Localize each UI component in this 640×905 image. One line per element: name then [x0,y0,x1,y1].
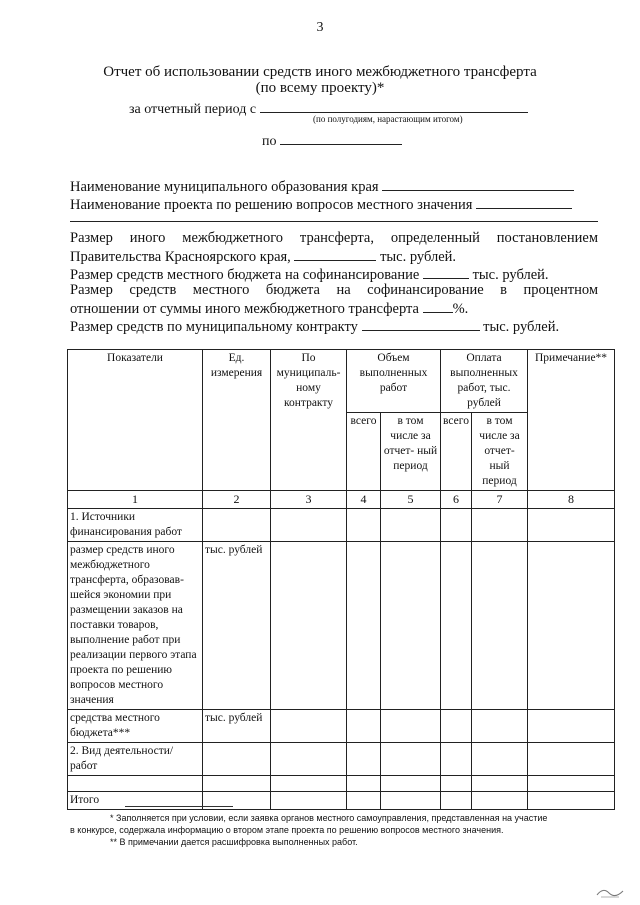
cell [271,743,347,776]
header-note: Примечание** [528,350,615,491]
row-activity: 2. Вид деятельности/ работ [68,743,203,776]
period-to-label: по [262,134,277,149]
cell [441,542,472,710]
cell [528,710,615,743]
period-to-blank [280,131,402,145]
page-number: 3 [316,20,324,35]
cell [472,743,528,776]
transfer-blank [294,247,376,261]
cell [271,710,347,743]
project-continuation-line [70,221,598,222]
report-title: Отчет об использовании средств иного межбюджетного трансферта [103,64,537,80]
row-transfer: размер средств иного межбюджетного трансферта, образовав- шейся экономии при размещении заказов на поставки товаров, выполнение работ при реализации первого этапа проекта по решению вопросов местного значения [68,542,203,710]
cell [441,509,472,542]
report-table [67,349,615,810]
column-number: 2 [203,491,271,509]
transfer-line1: Размер иного межбюджетного трансферта, определенный постановлением [70,230,598,246]
contract-label: Размер средств по муниципальному контракту [70,319,358,335]
percent-line2 [70,299,598,318]
column-number: 3 [271,491,347,509]
cell [347,743,381,776]
local-budget-label: Размер средств местного бюджета на софинансирование [70,267,420,283]
header-unit: Ед. измерения [203,350,271,491]
percent-blank [423,299,453,313]
header-payment: Оплата выполненных работ, тыс. рублей [441,350,528,413]
header-volume-period: в том числе за отчет- ный период [381,413,441,491]
cell [381,509,441,542]
period-from-blank [260,99,528,113]
cell [528,542,615,710]
column-number: 6 [441,491,472,509]
header-payment-total: всего [441,413,472,491]
contract-unit: тыс. рублей. [483,319,560,335]
cell [528,792,615,810]
local-budget-unit: тыс. рублей. [472,267,549,283]
footnote-1-line1: * Заполняется при условии, если заявка органов местного самоуправления, представленная на участие [110,813,548,823]
period-from-label: за отчетный период с [129,102,257,117]
cell [347,509,381,542]
column-number: 8 [528,491,615,509]
row-local-unit: тыс. рублей [203,710,271,743]
header-volume-total: всего [347,413,381,491]
period-to-line [262,131,402,150]
cell [472,710,528,743]
cell [441,776,472,792]
column-number: 5 [381,491,441,509]
cell [441,710,472,743]
cell [528,743,615,776]
cell [203,776,271,792]
row-transfer-unit: тыс. рублей [203,542,271,710]
column-number: 4 [347,491,381,509]
local-budget-blank [423,265,469,279]
project-blank [476,195,572,209]
cell [472,542,528,710]
contract-blank [362,317,480,331]
cell [381,776,441,792]
transfer-label: Правительства Красноярского края, [70,249,291,265]
footnote-1-line2: в конкурсе, содержала информацию о втором этапе проекта по решению вопросов местного значения. [70,825,504,835]
percent-sign: %. [452,301,469,317]
row-local-budget: средства местного бюджета*** [68,710,203,743]
cell [347,710,381,743]
row-sources: 1. Источники финансирования работ [68,509,203,542]
cell [472,776,528,792]
contract-line [70,317,598,336]
cell [381,792,441,810]
cell [347,792,381,810]
cell [347,776,381,792]
cell [271,792,347,810]
cell [271,509,347,542]
report-subtitle: (по всему проекту)* [255,80,385,96]
municipality-field [70,177,598,196]
header-payment-period: в том числе за отчет- ный период [472,413,528,491]
footnote-separator [125,806,233,807]
project-field [70,195,598,214]
cell [472,792,528,810]
cell [203,743,271,776]
cell [528,776,615,792]
municipality-blank [382,177,574,191]
column-number: 7 [472,491,528,509]
percent-line1: Размер средств местного бюджета на софинансирование в процентном [70,282,598,298]
header-contract: По муниципаль- ному контракту [271,350,347,491]
period-note: (по полугодиям, нарастающим итогом) [313,114,463,124]
cell [381,710,441,743]
transfer-line2 [70,247,598,266]
header-indicators: Показатели [68,350,203,491]
cell [381,743,441,776]
cell [271,542,347,710]
header-volume: Объем выполненных работ [347,350,441,413]
cell [203,509,271,542]
column-number: 1 [68,491,203,509]
municipality-label: Наименование муниципального образования края [70,179,379,195]
transfer-unit: тыс. рублей. [380,249,457,265]
cell [347,542,381,710]
percent-label: отношении от суммы иного межбюджетного трансферта [70,301,419,317]
empty-row-cell [68,776,203,792]
row-itogo: Итого [68,792,203,810]
project-label: Наименование проекта по решению вопросов местного значения [70,197,473,213]
footnote-2: ** В примечании дается расшифровка выполненных работ. [110,837,358,847]
cell [381,542,441,710]
cell [472,509,528,542]
cell [271,776,347,792]
corner-mark-icon [595,885,627,899]
cell [441,743,472,776]
cell [528,509,615,542]
cell [441,792,472,810]
